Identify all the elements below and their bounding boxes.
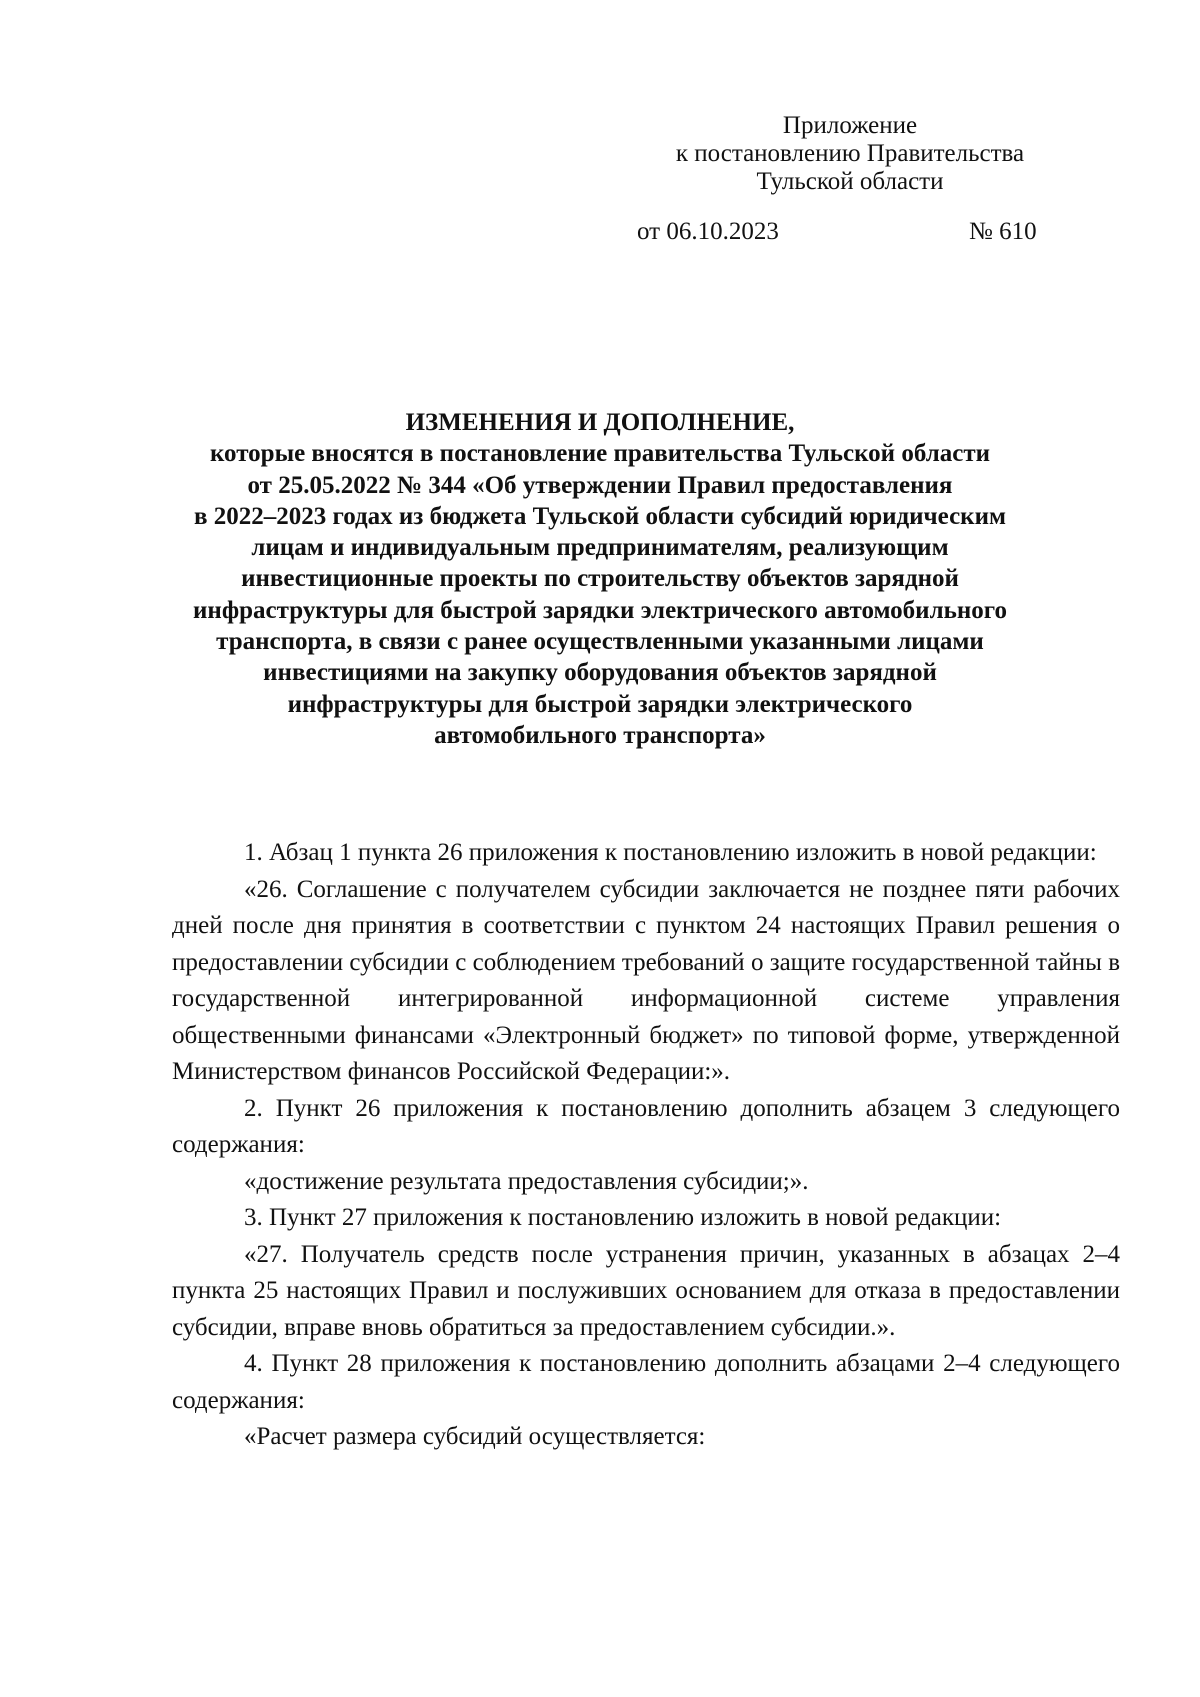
body-paragraph: «27. Получатель средств после устранения причин, указанных в абзацах 2–4 пункта 25 настоящих Правил и послуживших основанием для отказа в предоставлении субсидии, вправе вновь обратиться за предоставлением субсидии.». (172, 1240, 1120, 1341)
body-paragraph: 3. Пункт 27 приложения к постановлению изложить в новой редакции: (244, 1204, 1002, 1231)
title-line: от 25.05.2022 № 344 «Об утверждении Правил предоставления (247, 471, 953, 499)
title-line: в 2022–2023 годах из бюджета Тульской области субсидий юридическим (193, 502, 1006, 530)
body-paragraph: «26. Соглашение с получателем субсидии заключается не позднее пяти рабочих дней после дня принятия в соответствии с пунктом 24 настоящих Правил решения о предоставлении субсидии с соблюдением требований о защите государственной тайны в государственной интегрированной информационной системе управления общественными финансами «Электронный бюджет» по типовой форме, утвержденной Министерством финансов Российской Федерации:». (172, 875, 1120, 1085)
document-body (172, 835, 1120, 1456)
title-line: транспорта, в связи с ранее осуществленными указанными лицами (216, 628, 984, 656)
title-line: автомобильного транспорта» (434, 721, 766, 749)
title-line: инвестициями на закупку оборудования объектов зарядной (263, 659, 937, 687)
title-line: которые вносятся в постановление правительства Тульской области (209, 440, 991, 468)
document-date: от 06.10.2023 (637, 218, 779, 245)
document-number: № 610 (969, 218, 1037, 245)
appendix-line: Тульской области (756, 168, 944, 195)
title-line: инвестиционные проекты по строительству объектов зарядной (241, 565, 959, 593)
title-line: ИЗМЕНЕНИЯ И ДОПОЛНЕНИЕ, (405, 409, 795, 436)
body-paragraph: «достижение результата предоставления субсидии;». (244, 1167, 809, 1195)
body-paragraph: 1. Абзац 1 пункта 26 приложения к постановлению изложить в новой редакции: (244, 839, 1097, 866)
body-paragraph: 2. Пункт 26 приложения к постановлению дополнить абзацем 3 следующего содержания: (172, 1094, 1120, 1158)
title-line: инфраструктуры для быстрой зарядки электрического (287, 690, 913, 718)
document-title (120, 407, 1080, 751)
appendix-header (640, 112, 1060, 196)
body-paragraph: 4. Пункт 28 приложения к постановлению дополнить абзацами 2–4 следующего содержания: (172, 1350, 1120, 1414)
appendix-line: к постановлению Правительства (675, 140, 1025, 167)
title-line: инфраструктуры для быстрой зарядки электрического автомобильного (193, 596, 1007, 624)
appendix-line: Приложение (782, 112, 918, 139)
title-line: лицам и индивидуальным предпринимателям, реализующим (251, 534, 949, 562)
body-paragraph: «Расчет размера субсидий осуществляется: (244, 1423, 706, 1450)
